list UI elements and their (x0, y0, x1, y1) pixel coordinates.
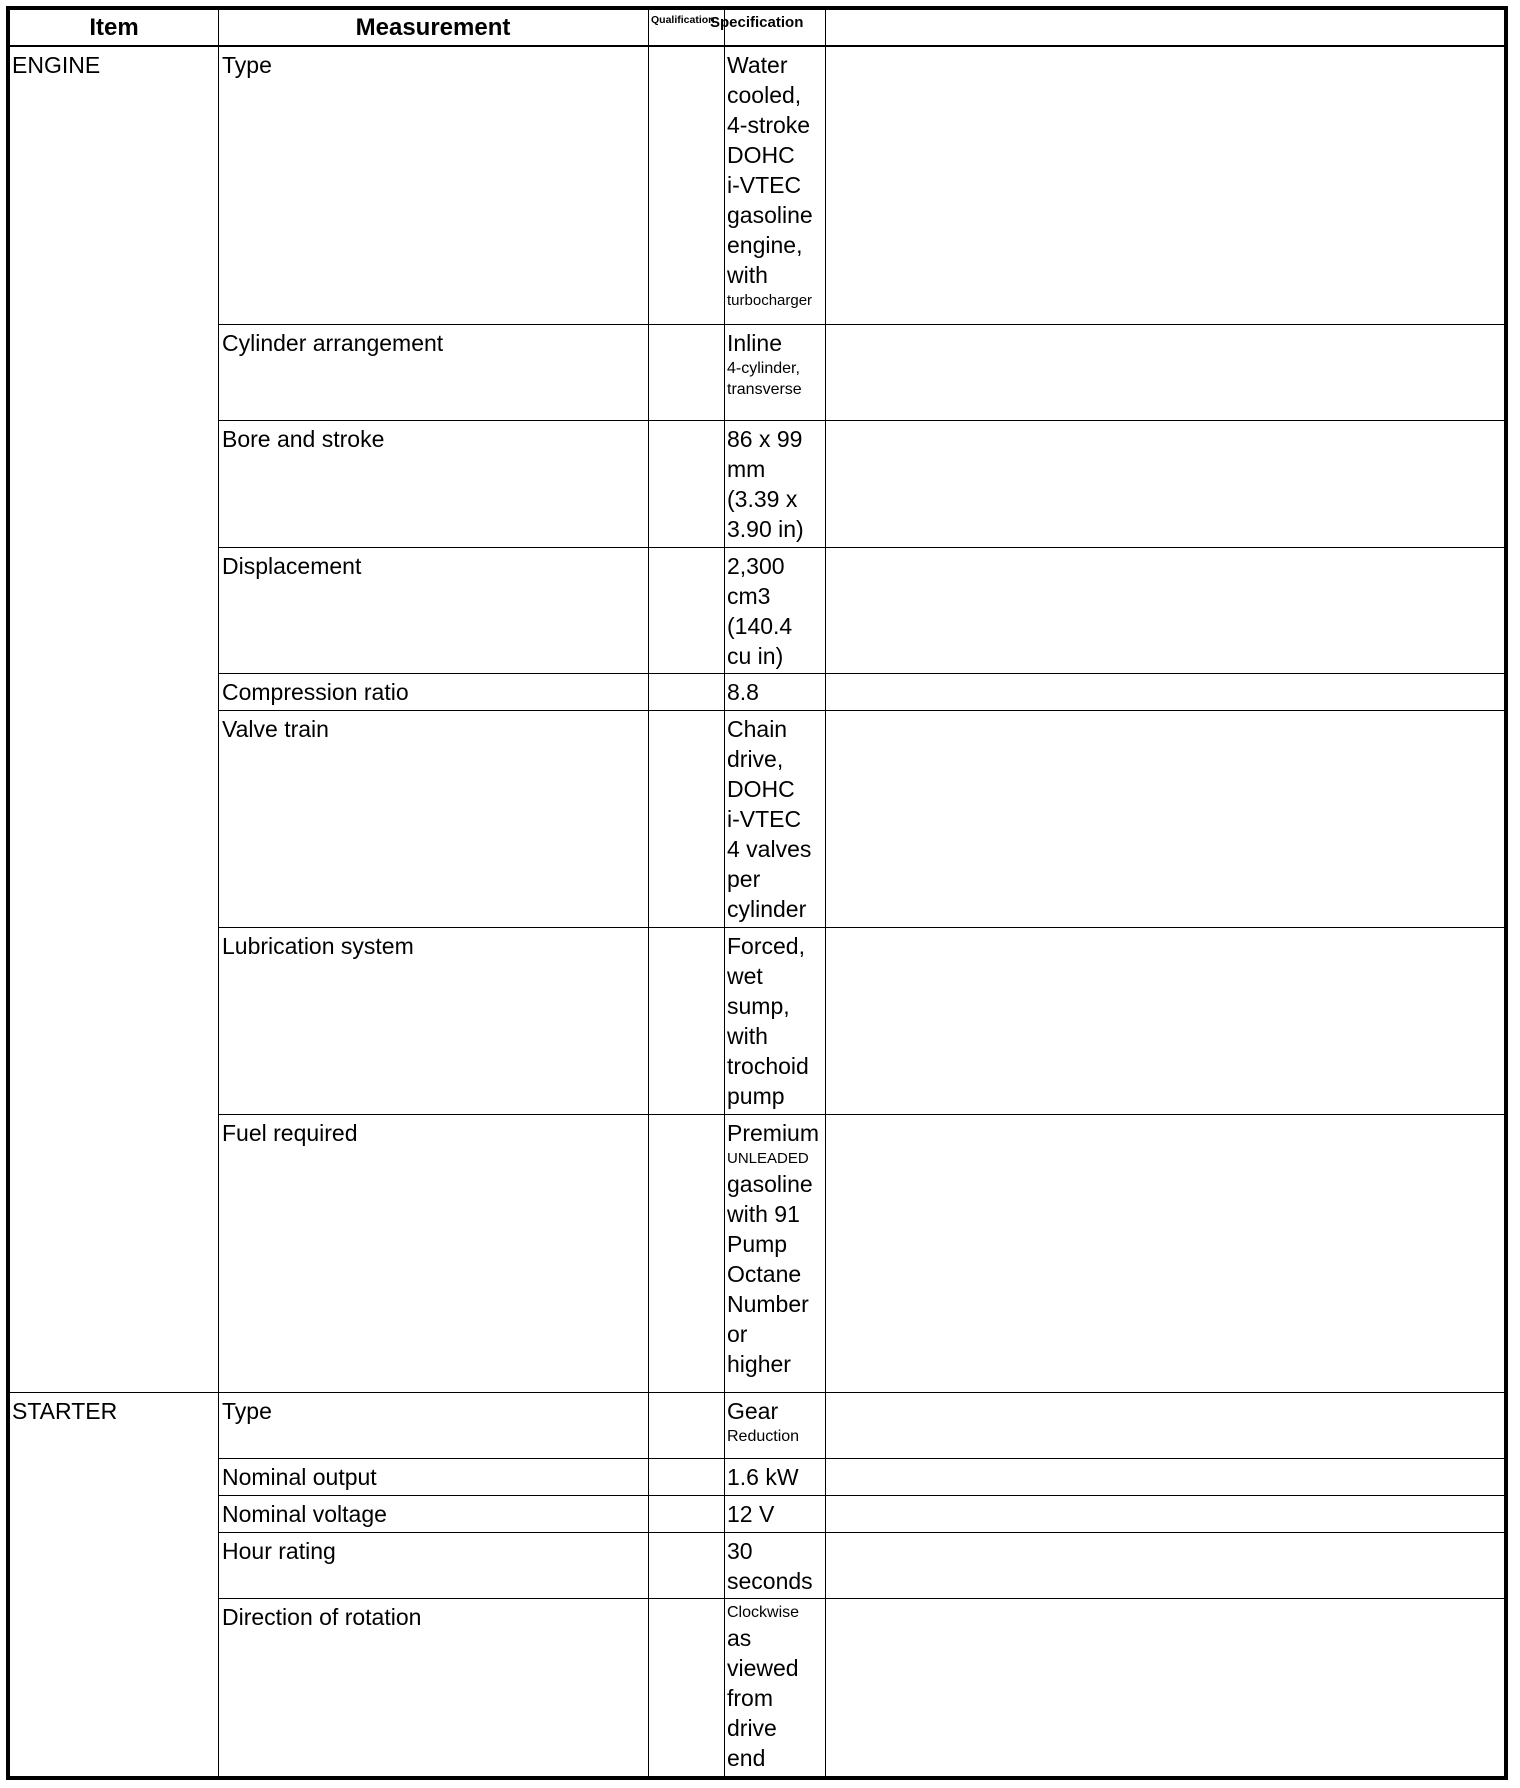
spec-line: 2,300 (727, 553, 785, 579)
header-item: Item (89, 14, 139, 41)
row-divider (218, 710, 1504, 711)
spec-line: Chain (727, 716, 788, 742)
row-divider (218, 1532, 1504, 1533)
spec-line: sump, (727, 993, 790, 1019)
spec-line: 4-stroke (727, 112, 811, 138)
row-divider (218, 1458, 1504, 1459)
specification-cell (727, 1396, 828, 1447)
spec-line: i-VTEC (727, 172, 802, 198)
spec-line: trochoid (727, 1053, 809, 1079)
measurement-cell: Hour rating (222, 1538, 336, 1564)
spec-line: 1.6 kW (727, 1464, 799, 1490)
spec-line: Reduction (727, 1428, 800, 1445)
specification-cell (727, 328, 828, 400)
column-divider (218, 10, 219, 1776)
item-engine: ENGINE (12, 52, 101, 78)
measurement-cell: Fuel required (222, 1120, 358, 1146)
measurement-cell: Direction of rotation (222, 1604, 422, 1630)
specification-cell (727, 677, 828, 707)
spec-line: 86 x 99 (727, 426, 803, 452)
spec-line: i-VTEC (727, 806, 802, 832)
specification-cell (727, 1602, 828, 1773)
spec-line: or (727, 1321, 748, 1347)
measurement-cell: Type (222, 52, 272, 78)
specification-cell (727, 1536, 828, 1596)
row-divider (218, 1598, 1504, 1599)
header-measurement: Measurement (355, 14, 511, 41)
row-divider (218, 673, 1504, 674)
spec-line: cylinder (727, 896, 807, 922)
spec-line: turbocharger (727, 292, 813, 309)
spec-table (6, 6, 1508, 1780)
spec-line: (140.4 (727, 613, 793, 639)
row-divider (218, 324, 1504, 325)
spec-line: gasoline (727, 202, 813, 228)
measurement-cell: Nominal voltage (222, 1501, 387, 1527)
header-extra (825, 10, 1505, 45)
spec-line: UNLEADED (727, 1150, 809, 1167)
specification-cell (727, 424, 828, 544)
row-divider (218, 1114, 1504, 1115)
spec-line: wet (727, 963, 763, 989)
row-divider (218, 547, 1504, 548)
measurement-cell: Bore and stroke (222, 426, 385, 452)
spec-line: Water (727, 52, 788, 78)
specification-cell (727, 931, 828, 1111)
spec-line: transverse (727, 381, 802, 398)
row-divider (218, 1495, 1504, 1496)
measurement-cell: Cylinder arrangement (222, 330, 444, 356)
group-divider (10, 1392, 1504, 1393)
column-divider (724, 10, 725, 1776)
row-divider (218, 927, 1504, 928)
spec-line: Forced, (727, 933, 805, 959)
spec-line: with (727, 1023, 768, 1049)
spec-line: viewed (727, 1655, 799, 1681)
spec-line: Premium (727, 1120, 820, 1146)
spec-line: Octane (727, 1261, 802, 1287)
spec-line: seconds (727, 1568, 813, 1594)
specification-cell (727, 1118, 828, 1379)
spec-line: 4 valves (727, 836, 812, 862)
spec-line: per (727, 866, 761, 892)
spec-line: as (727, 1625, 752, 1651)
spec-line: end (727, 1745, 766, 1771)
spec-line: pump (727, 1083, 785, 1109)
measurement-cell: Displacement (222, 553, 362, 579)
measurement-cell: Nominal output (222, 1464, 377, 1490)
spec-line: Number (727, 1291, 809, 1317)
specification-cell (727, 714, 828, 924)
row-divider (218, 420, 1504, 421)
item-starter: STARTER (12, 1398, 118, 1424)
spec-line: DOHC (727, 776, 795, 802)
header-divider (10, 45, 1504, 47)
specification-cell (727, 50, 828, 311)
measurement-cell: Type (222, 1398, 272, 1424)
spec-line: Clockwise (727, 1604, 800, 1621)
spec-line: 8.8 (727, 679, 759, 705)
spec-line: drive (727, 1715, 777, 1741)
spec-line: higher (727, 1351, 791, 1377)
spec-line: from (727, 1685, 773, 1711)
spec-line: DOHC (727, 142, 795, 168)
specification-cell (727, 1462, 828, 1492)
spec-line: drive, (727, 746, 784, 772)
measurement-cell: Valve train (222, 716, 329, 742)
spec-line: engine, (727, 232, 803, 258)
spec-line: Inline (727, 330, 782, 356)
spec-line: Pump (727, 1231, 788, 1257)
spec-line: cooled, (727, 82, 802, 108)
spec-line: 4-cylinder, (727, 360, 800, 377)
column-divider (648, 10, 649, 1776)
spec-line: (3.39 x (727, 486, 798, 512)
spec-line: cm3 (727, 583, 771, 609)
header-specification: Specification (710, 14, 804, 31)
spec-line: 3.90 in) (727, 516, 804, 542)
spec-line: 30 (727, 1538, 753, 1564)
specification-cell (727, 1499, 828, 1529)
spec-line: with (727, 262, 768, 288)
specification-cell (727, 551, 828, 671)
spec-line: with 91 (727, 1201, 800, 1227)
measurement-cell: Compression ratio (222, 679, 409, 705)
spec-line: gasoline (727, 1171, 813, 1197)
spec-line: Gear (727, 1398, 779, 1424)
spec-line: mm (727, 456, 766, 482)
spec-line: cu in) (727, 643, 784, 669)
spec-line: 12 V (727, 1501, 775, 1527)
header-qualification: Qualification (651, 14, 715, 26)
measurement-cell: Lubrication system (222, 933, 414, 959)
